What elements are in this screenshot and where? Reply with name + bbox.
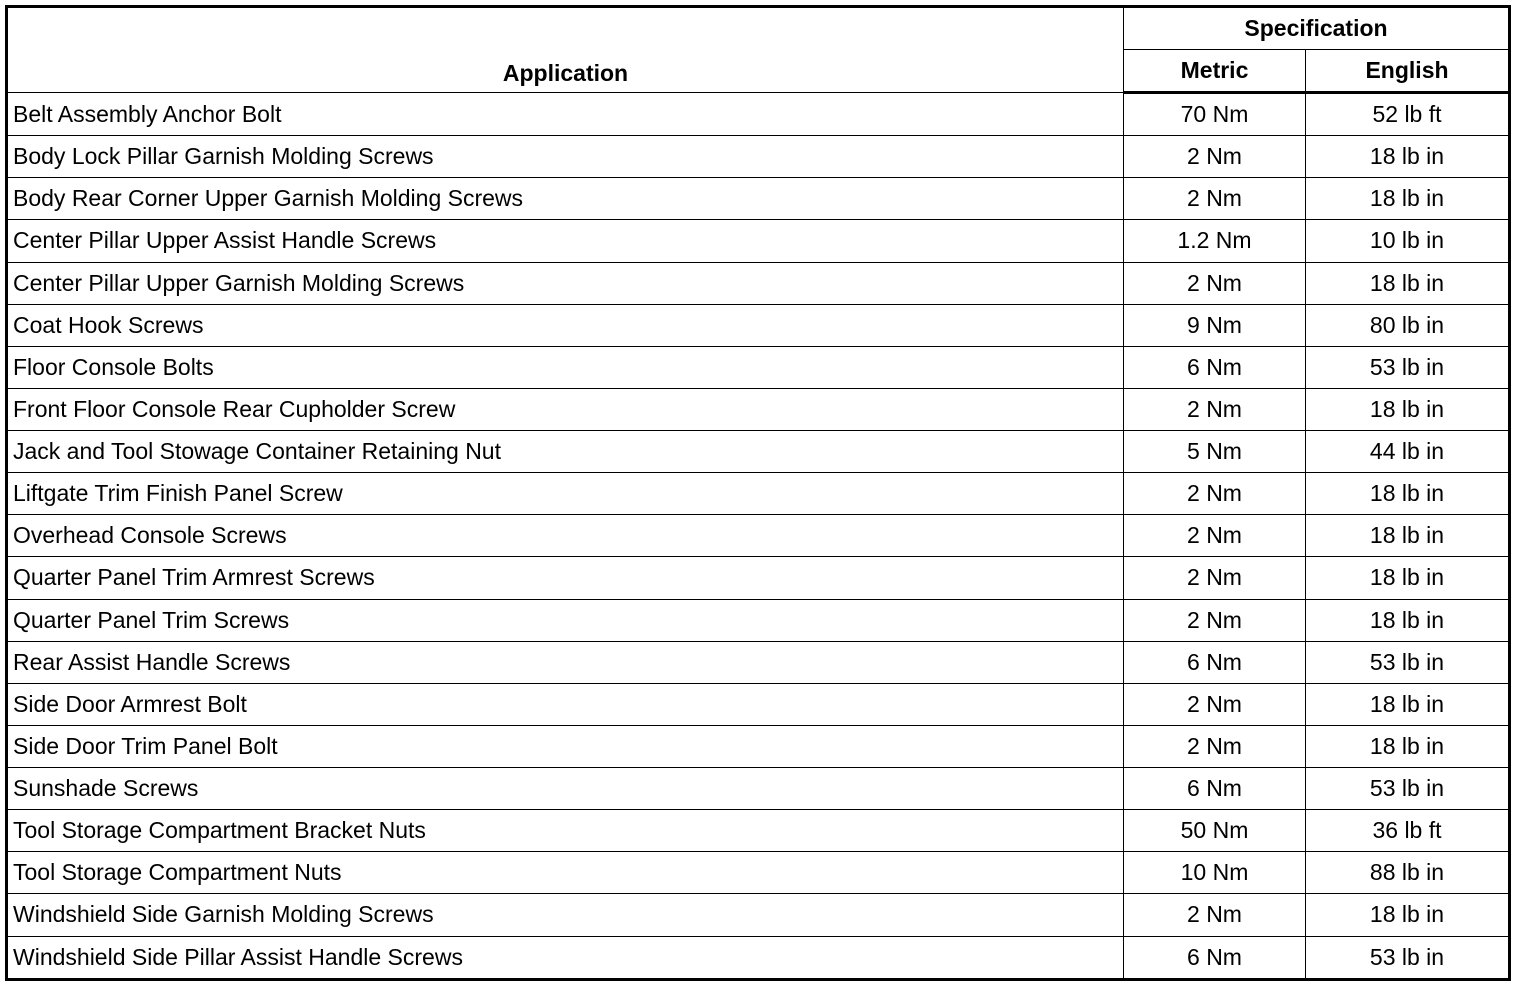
metric-cell: 2 Nm — [1124, 262, 1306, 304]
specification-header: Specification — [1124, 7, 1510, 50]
application-cell: Belt Assembly Anchor Bolt — [7, 93, 1124, 136]
english-header: English — [1306, 50, 1510, 93]
english-cell: 18 lb in — [1306, 262, 1510, 304]
application-cell: Side Door Armrest Bolt — [7, 683, 1124, 725]
application-cell: Sunshade Screws — [7, 768, 1124, 810]
metric-cell: 1.2 Nm — [1124, 220, 1306, 262]
metric-cell: 70 Nm — [1124, 93, 1306, 136]
metric-cell: 50 Nm — [1124, 810, 1306, 852]
table-row — [7, 768, 1510, 810]
table-row — [7, 515, 1510, 557]
metric-cell: 6 Nm — [1124, 936, 1306, 979]
english-cell: 53 lb in — [1306, 641, 1510, 683]
application-cell: Quarter Panel Trim Armrest Screws — [7, 557, 1124, 599]
fastener-torque-table — [5, 5, 1511, 981]
english-cell: 53 lb in — [1306, 936, 1510, 979]
application-cell: Center Pillar Upper Assist Handle Screws — [7, 220, 1124, 262]
application-cell: Floor Console Bolts — [7, 346, 1124, 388]
table-row — [7, 388, 1510, 430]
english-cell: 18 lb in — [1306, 557, 1510, 599]
metric-cell: 6 Nm — [1124, 346, 1306, 388]
table-row — [7, 304, 1510, 346]
metric-cell: 2 Nm — [1124, 894, 1306, 936]
header-row-top — [7, 7, 1510, 50]
metric-cell: 2 Nm — [1124, 136, 1306, 178]
table-row — [7, 810, 1510, 852]
application-cell: Liftgate Trim Finish Panel Screw — [7, 473, 1124, 515]
table-row — [7, 641, 1510, 683]
english-cell: 80 lb in — [1306, 304, 1510, 346]
application-cell: Center Pillar Upper Garnish Molding Screws — [7, 262, 1124, 304]
english-cell: 18 lb in — [1306, 725, 1510, 767]
metric-cell: 6 Nm — [1124, 768, 1306, 810]
metric-cell: 2 Nm — [1124, 557, 1306, 599]
application-cell: Coat Hook Screws — [7, 304, 1124, 346]
english-cell: 52 lb ft — [1306, 93, 1510, 136]
table-row — [7, 93, 1510, 136]
application-cell: Body Rear Corner Upper Garnish Molding Screws — [7, 178, 1124, 220]
english-cell: 18 lb in — [1306, 683, 1510, 725]
application-cell: Quarter Panel Trim Screws — [7, 599, 1124, 641]
table-body — [7, 93, 1510, 980]
metric-cell: 2 Nm — [1124, 725, 1306, 767]
application-cell: Side Door Trim Panel Bolt — [7, 725, 1124, 767]
table-row — [7, 346, 1510, 388]
application-cell: Rear Assist Handle Screws — [7, 641, 1124, 683]
table-header — [7, 7, 1510, 93]
table-row — [7, 599, 1510, 641]
application-header: Application — [7, 7, 1124, 93]
english-cell: 18 lb in — [1306, 178, 1510, 220]
english-cell: 18 lb in — [1306, 599, 1510, 641]
metric-cell: 9 Nm — [1124, 304, 1306, 346]
english-cell: 10 lb in — [1306, 220, 1510, 262]
english-cell: 53 lb in — [1306, 346, 1510, 388]
application-cell: Windshield Side Pillar Assist Handle Screws — [7, 936, 1124, 979]
metric-cell: 2 Nm — [1124, 388, 1306, 430]
table-row — [7, 262, 1510, 304]
metric-cell: 10 Nm — [1124, 852, 1306, 894]
table-row — [7, 852, 1510, 894]
english-cell: 18 lb in — [1306, 894, 1510, 936]
application-cell: Windshield Side Garnish Molding Screws — [7, 894, 1124, 936]
metric-cell: 2 Nm — [1124, 473, 1306, 515]
english-cell: 18 lb in — [1306, 473, 1510, 515]
english-cell: 53 lb in — [1306, 768, 1510, 810]
metric-cell: 2 Nm — [1124, 515, 1306, 557]
english-cell: 36 lb ft — [1306, 810, 1510, 852]
application-cell: Jack and Tool Stowage Container Retaining Nut — [7, 431, 1124, 473]
table-row — [7, 683, 1510, 725]
table-row — [7, 557, 1510, 599]
metric-cell: 5 Nm — [1124, 431, 1306, 473]
metric-cell: 2 Nm — [1124, 683, 1306, 725]
english-cell: 88 lb in — [1306, 852, 1510, 894]
english-cell: 18 lb in — [1306, 388, 1510, 430]
application-cell: Tool Storage Compartment Nuts — [7, 852, 1124, 894]
table-row — [7, 725, 1510, 767]
english-cell: 18 lb in — [1306, 515, 1510, 557]
table-row — [7, 936, 1510, 979]
table-row — [7, 431, 1510, 473]
table-row — [7, 220, 1510, 262]
application-cell: Tool Storage Compartment Bracket Nuts — [7, 810, 1124, 852]
english-cell: 18 lb in — [1306, 136, 1510, 178]
table-row — [7, 894, 1510, 936]
application-cell: Front Floor Console Rear Cupholder Screw — [7, 388, 1124, 430]
table-row — [7, 178, 1510, 220]
metric-cell: 2 Nm — [1124, 178, 1306, 220]
table-row — [7, 473, 1510, 515]
application-cell: Overhead Console Screws — [7, 515, 1124, 557]
application-cell: Body Lock Pillar Garnish Molding Screws — [7, 136, 1124, 178]
metric-header: Metric — [1124, 50, 1306, 93]
table-row — [7, 136, 1510, 178]
metric-cell: 2 Nm — [1124, 599, 1306, 641]
metric-cell: 6 Nm — [1124, 641, 1306, 683]
english-cell: 44 lb in — [1306, 431, 1510, 473]
